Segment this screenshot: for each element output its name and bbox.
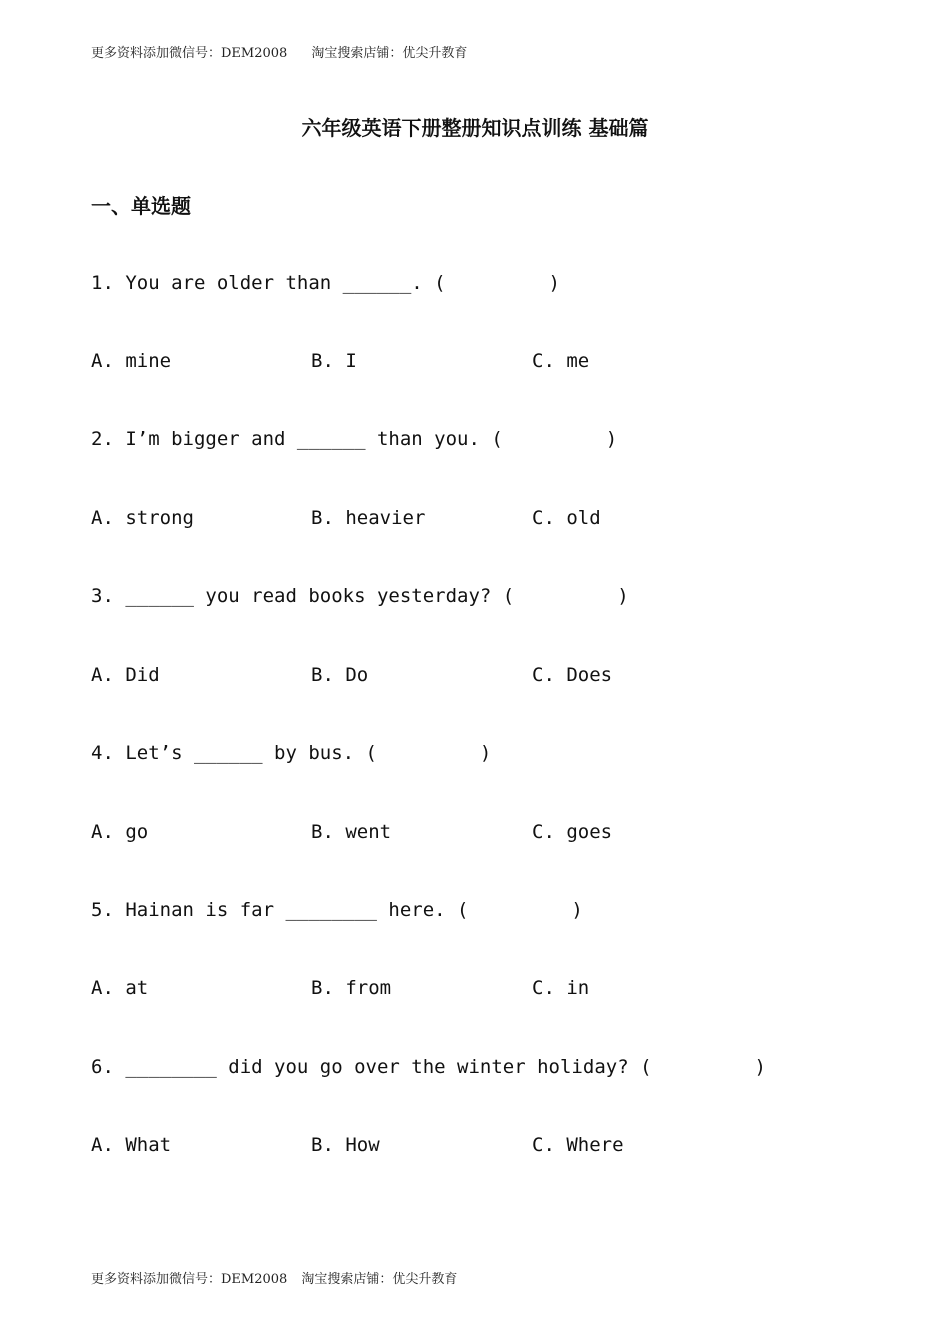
question-1: 1. You are older than ______. ( ) <box>91 272 560 294</box>
question-2-option-c: C. old <box>532 507 601 529</box>
question-1-option-a: A. mine <box>91 350 172 372</box>
document-title: 六年级英语下册整册知识点训练 基础篇 <box>301 116 649 140</box>
question-2-options <box>91 507 791 535</box>
question-5-option-c: C. in <box>532 977 590 999</box>
question-5-options <box>91 977 791 1005</box>
question-3: 3. ______ you read books yesterday? ( ) <box>91 585 629 607</box>
question-6-option-c: C. Where <box>532 1134 624 1156</box>
question-4-option-b: B. went <box>311 821 392 843</box>
header-wechat-text: 更多资料添加微信号：DEM2008 <box>91 46 288 61</box>
question-6-options <box>91 1134 791 1162</box>
footer-wechat-text: 更多资料添加微信号：DEM2008 <box>91 1272 288 1287</box>
question-1-option-b: B. I <box>311 350 357 372</box>
header-shop-text: 淘宝搜索店铺：优尖升教育 <box>311 46 468 61</box>
question-3-options <box>91 664 791 692</box>
question-2-option-b: B. heavier <box>311 507 426 529</box>
question-1-options <box>91 350 791 378</box>
question-3-option-b: B. Do <box>311 664 369 686</box>
question-6-option-a: A. What <box>91 1134 172 1156</box>
question-2-option-a: A. strong <box>91 507 194 529</box>
page-header <box>91 42 467 61</box>
page-footer <box>91 1268 457 1287</box>
question-4-options <box>91 821 791 849</box>
section-heading: 一、单选题 <box>91 194 191 218</box>
footer-shop-text: 淘宝搜索店铺：优尖升教育 <box>301 1272 458 1287</box>
question-2: 2. I’m bigger and ______ than you. ( ) <box>91 428 618 450</box>
question-4-option-c: C. goes <box>532 821 613 843</box>
question-1-option-c: C. me <box>532 350 590 372</box>
question-6: 6. ________ did you go over the winter holiday? ( ) <box>91 1056 766 1078</box>
question-6-option-b: B. How <box>311 1134 380 1156</box>
question-4: 4. Let’s ______ by bus. ( ) <box>91 742 492 764</box>
question-3-option-a: A. Did <box>91 664 160 686</box>
question-5-option-b: B. from <box>311 977 392 999</box>
question-5-option-a: A. at <box>91 977 149 999</box>
question-3-option-c: C. Does <box>532 664 613 686</box>
question-5: 5. Hainan is far ________ here. ( ) <box>91 899 583 921</box>
question-4-option-a: A. go <box>91 821 149 843</box>
